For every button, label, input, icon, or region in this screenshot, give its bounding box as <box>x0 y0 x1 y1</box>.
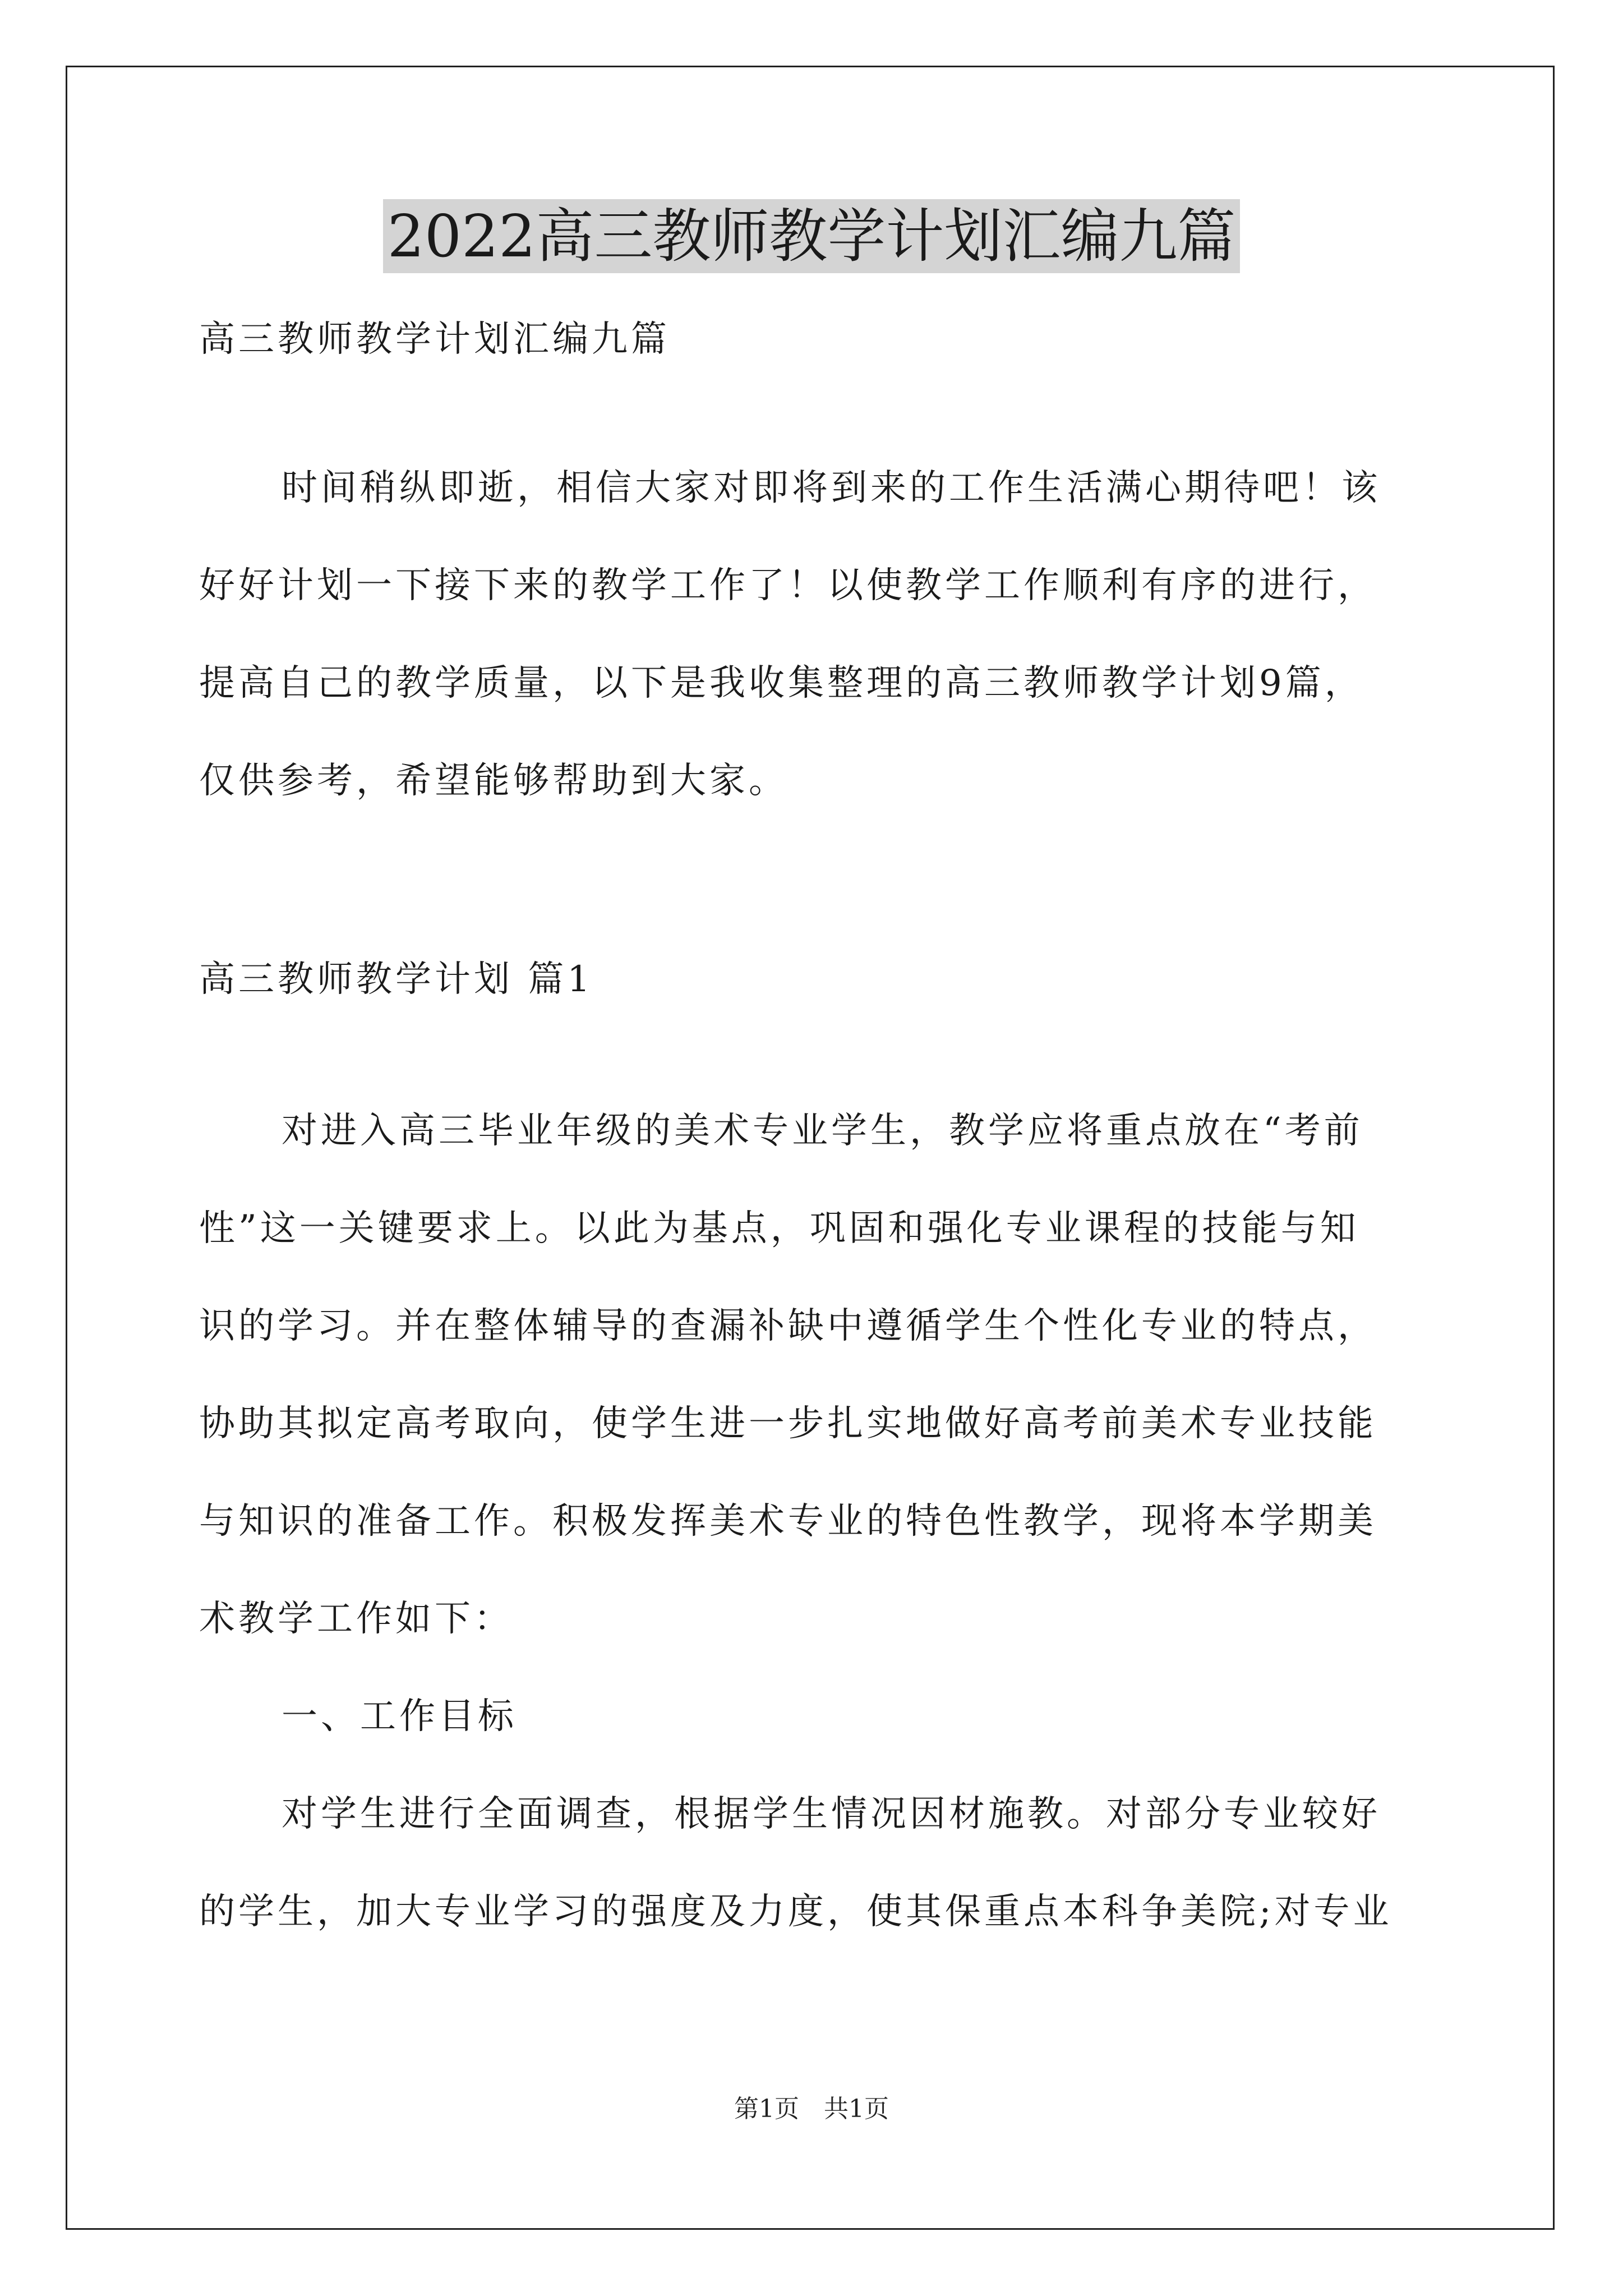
section-heading: 高三教师教学计划 篇1 <box>199 959 594 1000</box>
intro-line: 仅供参考，希望能够帮助到大家。 <box>199 760 788 802</box>
intro-line: 提高自己的教学质量，以下是我收集整理的高三教师教学计划9篇， <box>199 662 1364 704</box>
document-subtitle: 高三教师教学计划汇编九篇 <box>199 319 670 360</box>
section-line: 协助其拟定高考取向，使学生进一步扎实地做好高考前美术专业技能 <box>199 1403 1377 1444</box>
section-line: 识的学习。并在整体辅导的查漏补缺中遵循学生个性化专业的特点， <box>199 1305 1377 1347</box>
document-title: 2022高三教师教学计划汇编九篇 <box>383 199 1241 273</box>
section-line: 性”这一关键要求上。以此为基点，巩固和强化专业课程的技能与知 <box>199 1208 1359 1249</box>
intro-line: 时间稍纵即逝，相信大家对即将到来的工作生活满心期待吧！该 <box>282 467 1381 509</box>
goal-line: 对学生进行全面调查，根据学生情况因材施教。对部分专业较好 <box>282 1793 1381 1835</box>
section-line: 对进入高三毕业年级的美术专业学生，教学应将重点放在“考前 <box>282 1110 1363 1152</box>
intro-line: 好好计划一下接下来的教学工作了！以使教学工作顺利有序的进行， <box>199 565 1377 606</box>
page-footer: 第1页 共1页 <box>734 2095 889 2123</box>
goal-line: 的学生，加大专业学习的强度及力度，使其保重点本科争美院;对专业 <box>199 1891 1393 1932</box>
section-line: 与知识的准备工作。积极发挥美术专业的特色性教学，现将本学期美 <box>199 1501 1377 1542</box>
goal-heading: 一、工作目标 <box>282 1696 517 1737</box>
section-line: 术教学工作如下： <box>199 1598 513 1640</box>
title-container <box>0 199 1623 273</box>
